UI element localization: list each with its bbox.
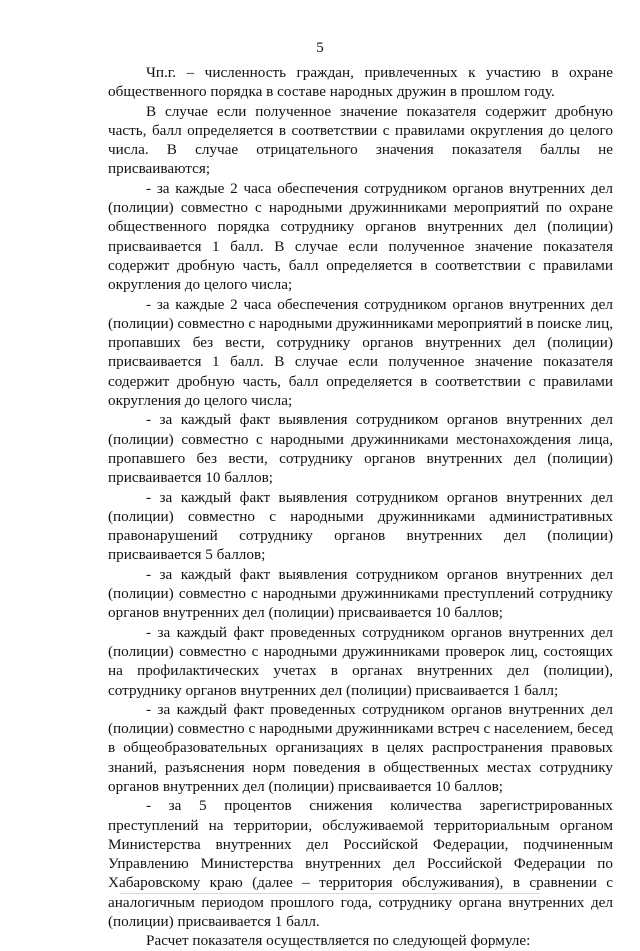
paragraph-missing-person-found: - за каждый факт выявления сотрудником органов внутренних дел (полиции) совместно с народными дружинниками местонахождения лица, пропавшего без вести, сотруднику органов внутренних дел (полиции) присваивается 10 баллов; bbox=[108, 411, 613, 487]
paragraph-crime-reduction: - за 5 процентов снижения количества зарегистрированных преступлений на территории, обслуживаемой территориальным органом Министерства внутренних дел Российской Федерации, подчиненным Управлению Министерства внутренних дел Российской Федерации по Хабаровскому краю (далее – территория обслуживания), в сравнении с аналогичным периодом прошлого года, сотруднику органа внутренних дел (полиции) присваивается 1 балл. bbox=[108, 797, 613, 931]
document-body bbox=[108, 63, 613, 951]
paragraph-preventive-checks: - за каждый факт проведенных сотрудником органов внутренних дел (полиции) совместно с народными дружинниками проверок лиц, состоящих на профилактических учетах в органах внутренних дел (полиции), сотруднику органов внутренних дел (полиции) присваивается 1 балл; bbox=[108, 623, 613, 699]
paragraph-public-order-hours: - за каждые 2 часа обеспечения сотрудником органов внутренних дел (полиции) совместно с народными дружинниками мероприятий по охране общественного порядка сотруднику органов внутренних дел (полиции) присваивается 1 балл. В случае если полученное значение показателя содержит дробную часть, балл определяется в соответствии с правилами округления до целого числа; bbox=[108, 179, 613, 294]
paragraph-missing-search-hours: - за каждые 2 часа обеспечения сотрудником органов внутренних дел (полиции) совместно с народными дружинниками мероприятий в поиске лиц, пропавших без вести, сотруднику органов внутренних дел (полиции) присваивается 1 балл. В случае если полученное значение показателя содержит дробную часть, балл определяется в соответствии с правилами округления до целого числа; bbox=[108, 295, 613, 410]
paragraph-crimes-detected: - за каждый факт выявления сотрудником органов внутренних дел (полиции) совместно с народными дружинниками преступлений сотруднику органов внутренних дел (полиции) присваивается 10 баллов; bbox=[108, 565, 613, 622]
paragraph-rounding-rule: В случае если полученное значение показателя содержит дробную часть, балл определяется в соответствии с правилами округления до целого числа. В случае отрицательного значения показателя баллы не присваиваются; bbox=[108, 102, 613, 178]
paragraph-formula-intro: Расчет показателя осуществляется по следующей формуле: bbox=[146, 932, 531, 950]
paragraph-administrative-offenses: - за каждый факт выявления сотрудником органов внутренних дел (полиции) совместно с народными дружинниками административных правонарушений сотруднику органов внутренних дел (полиции) присваивается 5 баллов; bbox=[108, 488, 613, 564]
page-number: 5 bbox=[316, 40, 324, 56]
paragraph-public-meetings: - за каждый факт проведенных сотрудником органов внутренних дел (полиции) совместно с народными дружинниками встреч с населением, бесед в общеобразовательных организациях в целях распространения правовых знаний, разъяснения норм поведения в общественных местах сотруднику органов внутренних дел (полиции) присваивается 10 баллов; bbox=[108, 700, 613, 795]
scan-edge-line bbox=[120, 893, 540, 897]
paragraph-definition-chpg: Чп.г. – численность граждан, привлеченных к участию в охране общественного порядка в составе народных дружин в прошлом году. bbox=[108, 64, 613, 101]
